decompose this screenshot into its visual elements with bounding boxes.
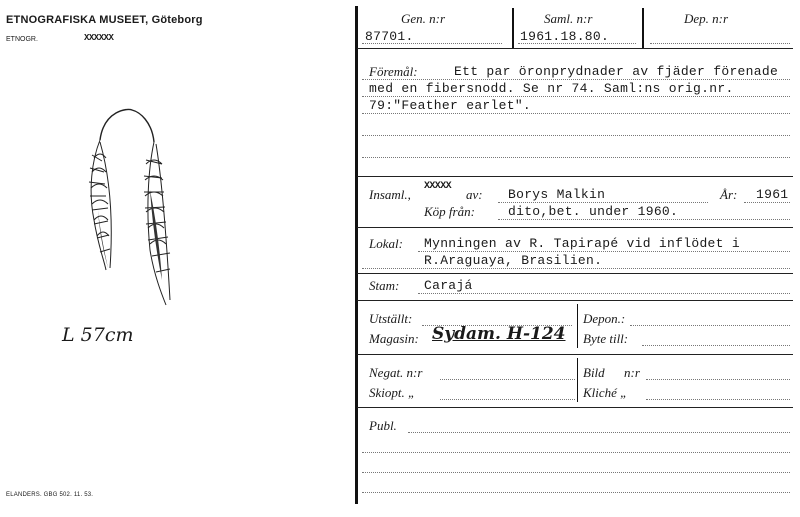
kop-label: Köp från: xyxy=(424,204,475,219)
publ-label: Publ. xyxy=(369,418,397,433)
header-divider-2 xyxy=(642,8,644,48)
gen-nr-label: Gen. n:r xyxy=(401,11,446,26)
foremal-line-2: med en fibersnodd. Se nr 74. Saml:ns orig.nr. xyxy=(369,81,734,96)
ar-label: År: xyxy=(720,187,738,202)
size-note-handwritten: L 57cm xyxy=(62,324,134,346)
etnogr-label: ETNOGR. xyxy=(6,36,38,43)
card-left-border xyxy=(355,6,358,504)
saml-nr-value: 1961.18.80. xyxy=(520,29,610,44)
depon-label: Depon.: xyxy=(583,311,626,326)
insaml-struck: XXXXX xyxy=(424,181,452,192)
insaml-label: Insaml., xyxy=(369,187,411,202)
lokal-bottom-line xyxy=(357,273,793,274)
header-divider-1 xyxy=(512,8,514,48)
negat-divider xyxy=(577,358,578,402)
header-bottom-line xyxy=(357,48,793,49)
dep-nr-label: Dep. n:r xyxy=(684,11,729,26)
kop-value: dito,bet. under 1960. xyxy=(508,204,679,219)
foremal-bottom-line xyxy=(357,176,793,177)
stam-value: Carajá xyxy=(424,278,473,293)
stam-label: Stam: xyxy=(369,278,400,293)
negat-label: Negat. n:r xyxy=(369,365,423,380)
bild-label: Bild xyxy=(583,365,605,380)
skiopt-label: Skiopt. „ xyxy=(369,385,416,400)
kliche-label: Kliché „ xyxy=(583,385,628,400)
byte-label: Byte till: xyxy=(583,331,629,346)
lokal-label: Lokal: xyxy=(369,236,403,251)
utstallt-divider xyxy=(577,304,578,348)
magasin-value-handwritten: Sydam. H-124 xyxy=(432,324,566,344)
foremal-line-3: 79:"Feather earlet". xyxy=(369,98,532,113)
insaml-value: Borys Malkin xyxy=(508,187,606,202)
foremal-line-1: Ett par öronprydnader av fjäder förenade xyxy=(454,64,779,79)
feather-earlet-sketch xyxy=(70,100,190,310)
magasin-label: Magasin: xyxy=(369,331,419,346)
insaml-bottom-line xyxy=(357,227,793,228)
bild-nr-label: n:r xyxy=(624,365,640,380)
ar-value: 1961 xyxy=(756,187,789,202)
printer-note: ELANDERS. GBG 502. 11. 53. xyxy=(6,492,94,498)
saml-nr-label: Saml. n:r xyxy=(544,11,593,26)
lokal-line-2: R.Araguaya, Brasilien. xyxy=(424,253,603,268)
stam-bottom-line xyxy=(357,300,793,301)
negat-bottom-line xyxy=(357,407,793,408)
etnogr-struck-value: XXXXXX xyxy=(84,33,114,43)
insaml-av-label: av: xyxy=(466,187,483,202)
magasin-bottom-line xyxy=(357,354,793,355)
gen-nr-value: 87701. xyxy=(365,29,414,44)
foremal-label: Föremål: xyxy=(369,64,418,79)
utstallt-label: Utställt: xyxy=(369,311,413,326)
museum-heading: ETNOGRAFISKA MUSEET, Göteborg xyxy=(6,14,203,26)
lokal-line-1: Mynningen av R. Tapirapé vid inflödet i xyxy=(424,236,740,251)
